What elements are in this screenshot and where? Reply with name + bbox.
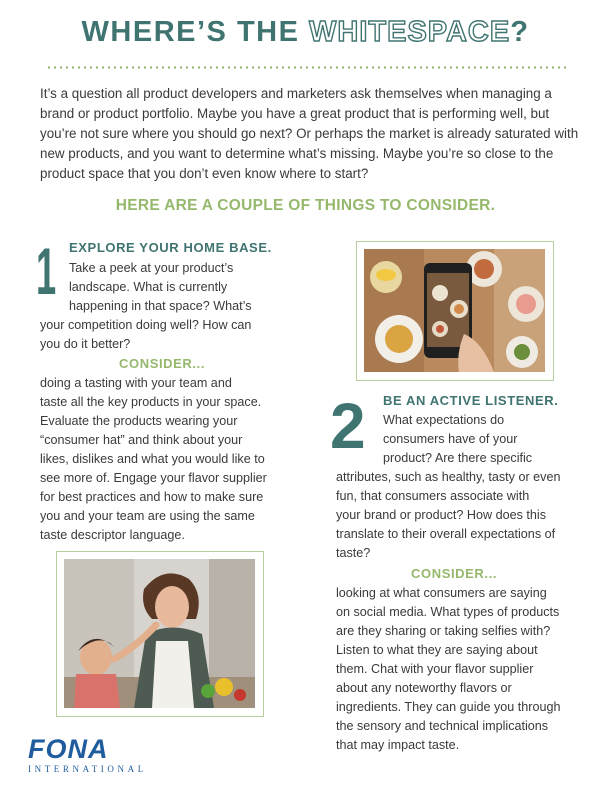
section2-line: attributes, such as healthy, tasty or even xyxy=(336,470,561,484)
consider-line: that may impact taste. xyxy=(336,738,460,752)
title-part3: ? xyxy=(510,16,530,48)
logo-wordmark: FONA xyxy=(28,734,109,764)
intro-paragraph: It’s a question all product developers and marketers ask themselves when managing a brand or product portfolio. Maybe you have a great product that is performing well, but you’re not sure where you should go next? Or perhaps the market is already saturated with new products, and you want to determine what’s missing. Maybe you’re so close to the product space that you don’t even know where to start? xyxy=(40,86,579,181)
consider-line: doing a tasting with your team and xyxy=(40,376,232,390)
section2-lines-indented xyxy=(383,411,532,468)
section1-line: Take a peek at your product’s xyxy=(69,261,234,275)
section2-line: What expectations do xyxy=(383,413,505,427)
subheading: HERE ARE A COUPLE OF THINGS TO CONSIDER. xyxy=(115,197,496,214)
section2-number: 2 xyxy=(330,390,366,462)
section1-line: you do it better? xyxy=(40,337,131,351)
dotted-divider xyxy=(46,66,566,69)
section1-consider-text xyxy=(40,374,267,545)
section2-line: taste? xyxy=(336,546,371,560)
family-tasting-illustration xyxy=(64,559,255,708)
consider-line: the sensory and technical implications xyxy=(336,719,549,733)
page-title xyxy=(0,16,611,49)
section1-lines-indented xyxy=(69,259,252,316)
consider-line: “consumer hat” and think about your xyxy=(40,433,243,447)
consider-line: see more of. Engage your flavor supplier xyxy=(40,471,267,485)
section2-lines-full xyxy=(336,468,560,563)
section2-line: fun, that consumers associate with xyxy=(336,489,530,503)
section2-line: translate to their overall expectations of xyxy=(336,527,556,541)
consider-line: them. Chat with your flavor supplier xyxy=(336,662,534,676)
section1-line: your competition doing well? How can xyxy=(40,318,252,332)
logo-subtitle: INTERNATIONAL xyxy=(28,764,147,774)
food-phone-illustration xyxy=(364,249,545,372)
consider-line: are they sharing or taking selfies with? xyxy=(336,624,551,638)
consider-line: taste descriptor language. xyxy=(40,528,185,542)
consider-line: Listen to what they are saying about xyxy=(336,643,538,657)
section1-line: happening in that space? What’s xyxy=(69,299,252,313)
consider-line: ingredients. They can guide you through xyxy=(336,700,561,714)
consider-line: on social media. What types of products xyxy=(336,605,560,619)
title-whitespace: WHITESPACE xyxy=(309,16,511,48)
family-tasting-photo-frame xyxy=(56,551,264,717)
consider-line: you and your team are using the same xyxy=(40,509,255,523)
section1-lines-full xyxy=(40,316,251,354)
fona-logo xyxy=(28,736,147,774)
section2-consider-label: CONSIDER... xyxy=(411,566,498,581)
section2-consider-text xyxy=(336,584,561,755)
consider-line: for best practices and how to make sure xyxy=(40,490,264,504)
food-phone-photo xyxy=(364,249,546,373)
section2-line: your brand or product? How does this xyxy=(336,508,547,522)
consider-line: likes, dislikes and what you would like to xyxy=(40,452,265,466)
food-phone-photo-frame xyxy=(356,241,554,381)
section2-heading: BE AN ACTIVE LISTENER. xyxy=(383,393,559,408)
section1-consider-label: CONSIDER... xyxy=(119,356,206,371)
section1-heading: EXPLORE YOUR HOME BASE. xyxy=(69,240,272,255)
consider-line: taste all the key products in your space. xyxy=(40,395,262,409)
section2-line: consumers have of your xyxy=(383,432,518,446)
consider-line: about any noteworthy flavors or xyxy=(336,681,512,695)
consider-line: looking at what consumers are saying xyxy=(336,586,547,600)
section1-number: 1 xyxy=(36,234,57,308)
section1-line: landscape. What is currently xyxy=(69,280,228,294)
consider-line: Evaluate the products wearing your xyxy=(40,414,238,428)
title-part1: WHERE’S THE xyxy=(81,16,310,48)
section2-line: product? Are there specific xyxy=(383,451,533,465)
family-tasting-photo xyxy=(64,559,256,709)
